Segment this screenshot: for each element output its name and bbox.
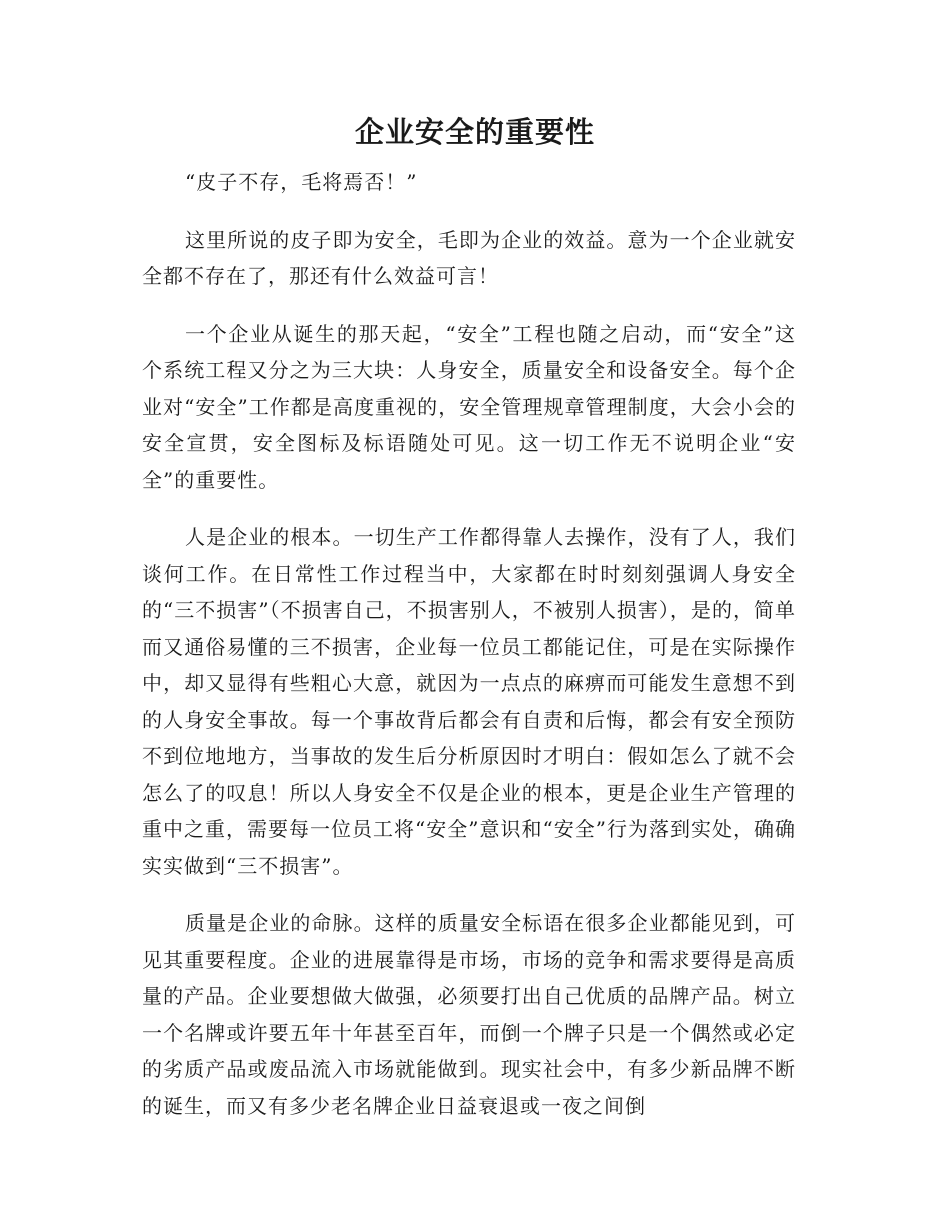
- document-body: [142, 164, 796, 1145]
- document-title: 企业安全的重要性: [354, 115, 595, 149]
- paragraph-quality-safety: 质量是企业的命脉。这样的质量安全标语在很多企业都能见到，可见其重要程度。企业的进展靠得是市场，市场的竞争和需求要得是高质量的产品。企业要想做大做强，必须要打出自己优质的品牌产品。树立一个名牌或许要五年十年甚至百年，而倒一个牌子只是一个偶然或必定的劣质产品或废品流入市场就能做到。现实社会中，有多少新品牌不断的诞生，而又有多少老名牌企业日益衰退或一夜之间倒: [142, 911, 796, 1118]
- paragraph-personal-safety: 人是企业的根本。一切生产工作都得靠人去操作，没有了人，我们谈何工作。在日常性工作过程当中，大家都在时时刻刻强调人身安全的“三不损害”（不损害自己，不损害别人，不被别人损害），是的，简单而又通俗易懂的三不损害，企业每一位员工都能记住，可是在实际操作中，却又显得有些粗心大意，就因为一点点的麻痹而可能发生意想不到的人身安全事故。每一个事故背后都会有自责和后悔，都会有安全预防不到位地地方，当事故的发生后分析原因时才明白：假如怎么了就不会怎么了的叹息！所以人身安全不仅是企业的根本，更是企业生产管理的重中之重，需要每一位员工将“安全”意识和“安全”行为落到实处，确确实实做到“三不损害”。: [142, 525, 796, 878]
- paragraph-safety-system: 一个企业从诞生的那天起，“安全”工程也随之启动，而“安全”这个系统工程又分之为三大块：人身安全，质量安全和设备安全。每个企业对“安全”工作都是高度重视的，安全管理规章管理制度，大会小会的安全宣贯，安全图标及标语随处可见。这一切工作无不说明企业“安全”的重要性。: [142, 321, 796, 492]
- paragraph-explanation: 这里所说的皮子即为安全，毛即为企业的效益。意为一个企业就安全都不存在了，那还有什么效益可言！: [142, 227, 796, 288]
- paragraph-quote: “皮子不存，毛将焉否！”: [185, 170, 418, 194]
